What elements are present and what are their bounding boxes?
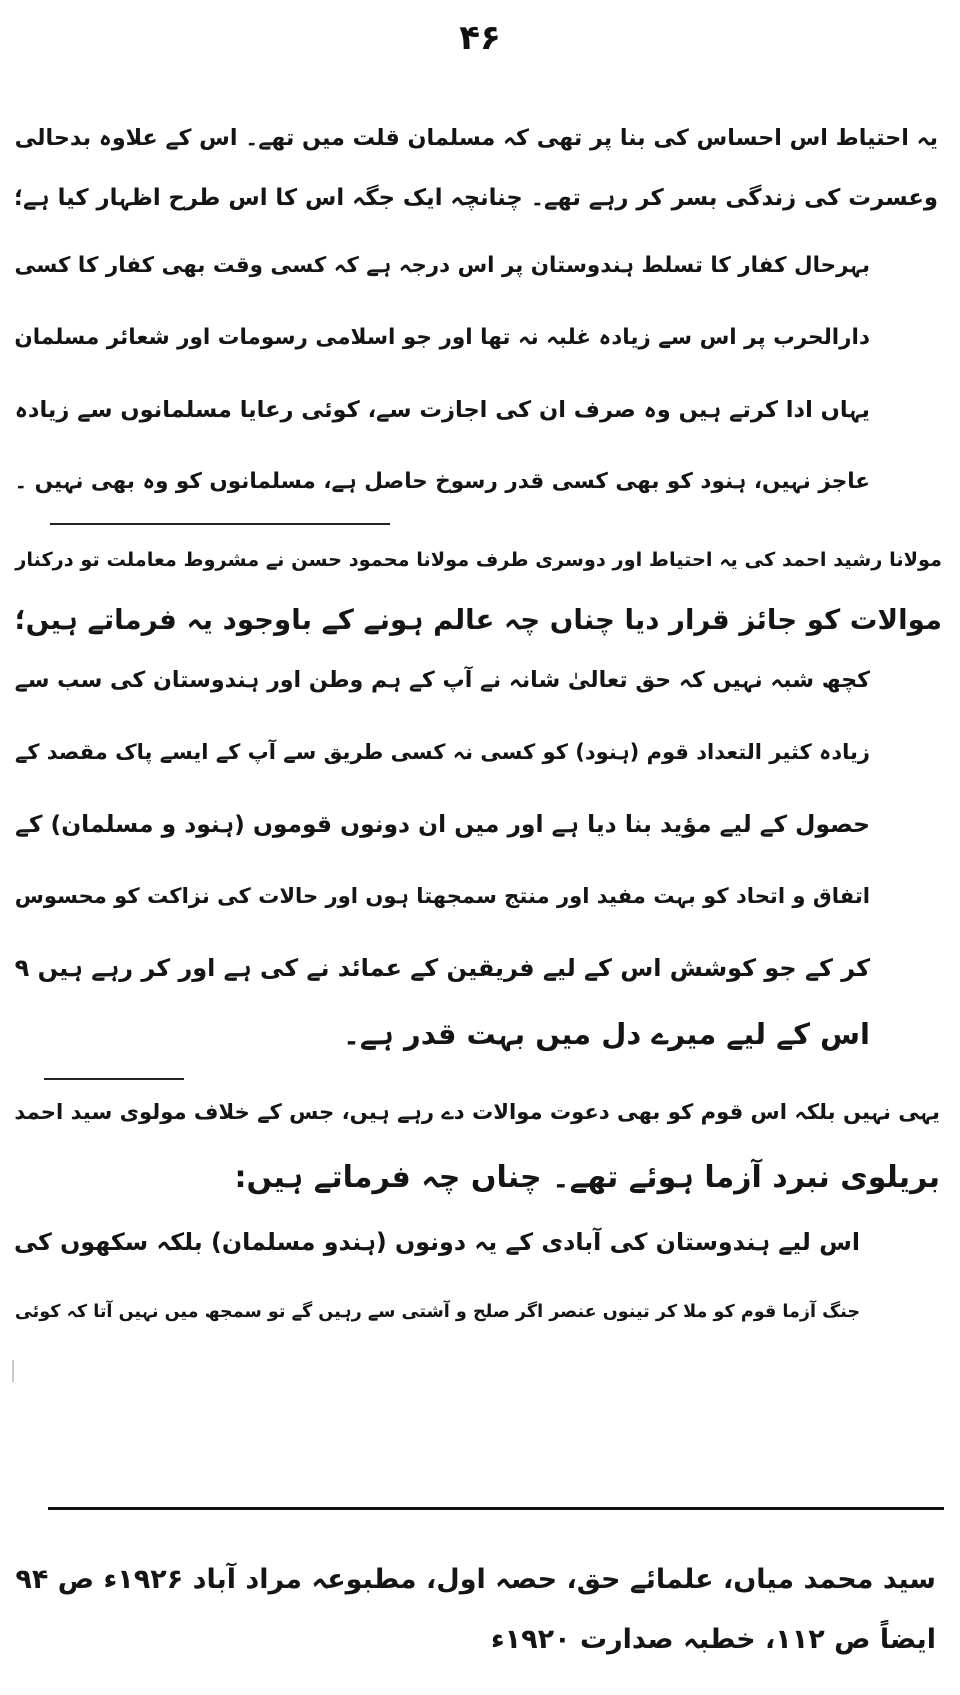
quote-line: بہرحال کفار کا تسلط ہندوستان پر اس درجہ ہے کہ کسی وقت بھی کفار کا کسی [14, 253, 870, 278]
page-number: ۴۶ [459, 18, 501, 58]
quote-line: جنگ آزما قوم کو ملا کر تینوں عنصر اگر صلح و آشتی سے رہیں گے تو سمجھ میں نہیں آتا کہ کوئی [14, 1302, 860, 1322]
underline-rule [50, 523, 390, 525]
text-line: مولانا رشید احمد کی یہ احتیاط اور دوسری طرف مولانا محمود حسن نے مشروط معاملت تو درکنار [15, 548, 942, 571]
quote-line: اس لیے ہندوستان کی آبادی کے یہ دونوں (ہندو مسلمان) بلکہ سکھوں کی [13, 1228, 860, 1256]
quote-line: زیادہ کثیر التعداد قوم (ہنود) کو کسی نہ کسی طریق سے آپ کے ایسے پاک مقصد کے [14, 739, 870, 764]
footnote: ایضاً ص ۱۱۲، خطبہ صدارت ۱۹۲۰ء [490, 1624, 936, 1655]
quote-line: حصول کے لیے مؤید بنا دیا ہے اور میں ان دونوں قوموں (ہنود و مسلمان) کے [15, 810, 870, 838]
quote-line: عاجز نہیں، ہنود کو بھی کسی قدر رسوخ حاصل ہے، مسلمانوں کو وہ بھی نہیں ۔ [14, 469, 870, 494]
text-line: موالات کو جائز قرار دیا چناں چہ عالم ہونے کے باوجود یہ فرماتے ہیں؛ [14, 603, 942, 636]
quote-line: اس کے لیے میرے دل میں بہت قدر ہے۔ [342, 1017, 870, 1051]
quote-line: کچھ شبہ نہیں کہ حق تعالیٰ شانہ نے آپ کے ہم وطن اور ہندوستان کی سب سے [14, 667, 870, 693]
text-line: بریلوی نبرد آزما ہوئے تھے۔ چناں چہ فرماتے ہیں: [234, 1160, 940, 1195]
quote-line: کر کے جو کوشش اس کے لیے فریقین کے عمائد نے کی ہے اور کر رہے ہیں ۹ [14, 954, 870, 982]
quote-line: یہاں ادا کرتے ہیں وہ صرف ان کی اجازت سے، کوئی رعایا مسلمانوں سے زیادہ [14, 397, 870, 423]
quote-line: اتفاق و اتحاد کو بہت مفید اور منتج سمجھتا ہوں اور حالات کی نزاکت کو محسوس [14, 883, 870, 908]
quote-line: دارالحرب پر اس سے زیادہ غلبہ نہ تھا اور جو اسلامی رسومات اور شعائر مسلمان [14, 325, 870, 350]
text-line: یہی نہیں بلکہ اس قوم کو بھی دعوت موالات دے رہے ہیں، جس کے خلاف مولوی سید احمد [14, 1099, 940, 1124]
footnote-divider [48, 1507, 944, 1510]
scan-mark [12, 1360, 14, 1382]
footnote: سید محمد میاں، علمائے حق، حصہ اول، مطبوعہ مراد آباد ۱۹۲۶ء ص ۹۴ [15, 1564, 936, 1595]
text-line: وعسرت کی زندگی بسر کر رہے تھے۔ چنانچہ ایک جگہ اس کا اس طرح اظہار کیا ہے؛ [13, 185, 938, 211]
underline-rule [44, 1078, 184, 1080]
text-line: یہ احتیاط اس احساس کی بنا پر تھی کہ مسلمان قلت میں تھے۔ اس کے علاوہ بدحالی [14, 125, 938, 151]
